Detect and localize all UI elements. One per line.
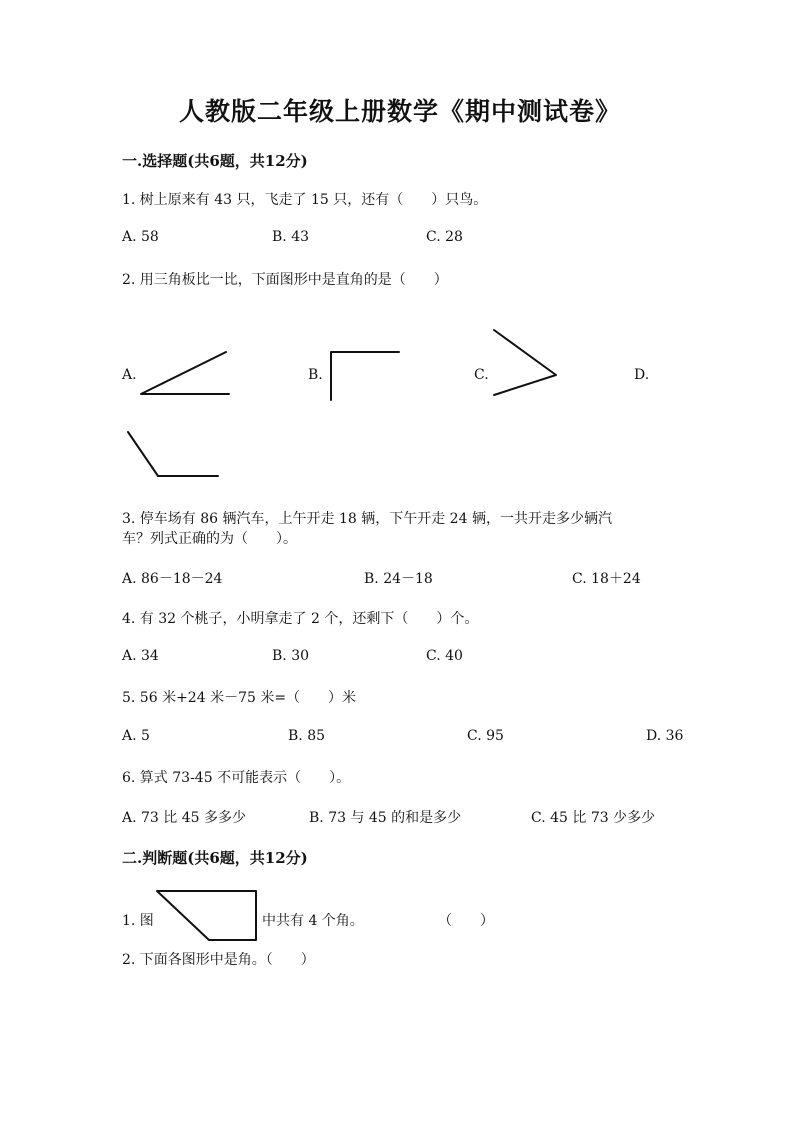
q1-option-b: B. 43 — [272, 229, 310, 245]
q1-option-a: A. 58 — [122, 229, 159, 245]
angle-a-figure — [141, 352, 229, 394]
q6-option-c: C. 45 比 73 少多少 — [531, 810, 656, 826]
angle-d-figure — [128, 432, 218, 476]
q5-option-b: B. 85 — [288, 728, 326, 744]
q5-option-d: D. 36 — [646, 728, 684, 744]
q6-option-a: A. 73 比 45 多多少 — [122, 810, 246, 826]
q3-option-c: C. 18＋24 — [572, 571, 641, 587]
question-3-line-1: 3. 停车场有 86 辆汽车，上午开走 18 辆，下午开走 24 辆，一共开走多少辆汽 — [122, 511, 612, 527]
q5-option-c: C. 95 — [467, 728, 504, 744]
q6-option-b: B. 73 与 45 的和是多少 — [309, 810, 462, 826]
q4-option-c: C. 40 — [426, 648, 463, 664]
page-title: 人教版二年级上册数学《期中测试卷》 — [178, 97, 621, 126]
quadrilateral-figure — [157, 891, 256, 940]
q5-option-a: A. 5 — [122, 728, 150, 744]
question-6: 6. 算式 73-45 不可能表示（ ）。 — [122, 770, 351, 786]
q4-option-a: A. 34 — [122, 648, 159, 664]
judgement-1-answer-blank: （ ） — [438, 913, 494, 929]
judgement-2: 2. 下面各图形中是角。（ ） — [122, 952, 315, 968]
question-1: 1. 树上原来有 43 只，飞走了 15 只，还有（ ）只鸟。 — [122, 192, 488, 208]
judgement-1-suffix: 中共有 4 个角。 — [262, 913, 364, 929]
angle-c-figure — [494, 330, 556, 395]
question-3-line-2: 车？列式正确的为（ ）。 — [122, 531, 297, 547]
judgement-1-prefix: 1. 图 — [122, 913, 154, 929]
question-2: 2. 用三角板比一比，下面图形中是直角的是（ ） — [122, 272, 448, 288]
angle-b-figure — [331, 352, 399, 400]
q2-option-c: C. — [474, 367, 489, 383]
q3-option-a: A. 86－18－24 — [122, 571, 223, 587]
section-heading-choice: 一.选择题(共6题，共12分) — [122, 152, 308, 170]
section-heading-judgement: 二.判断题(共6题，共12分) — [122, 849, 308, 867]
question-5: 5. 56 米+24 米－75 米=（ ）米 — [122, 690, 357, 706]
q2-option-a: A. — [122, 367, 137, 383]
q2-option-b: B. — [308, 367, 323, 383]
q3-option-b: B. 24－18 — [364, 571, 433, 587]
q2-option-d: D. — [634, 367, 650, 383]
question-4: 4. 有 32 个桃子，小明拿走了 2 个，还剩下（ ）个。 — [122, 611, 479, 627]
q1-option-c: C. 28 — [426, 229, 463, 245]
q4-option-b: B. 30 — [272, 648, 310, 664]
